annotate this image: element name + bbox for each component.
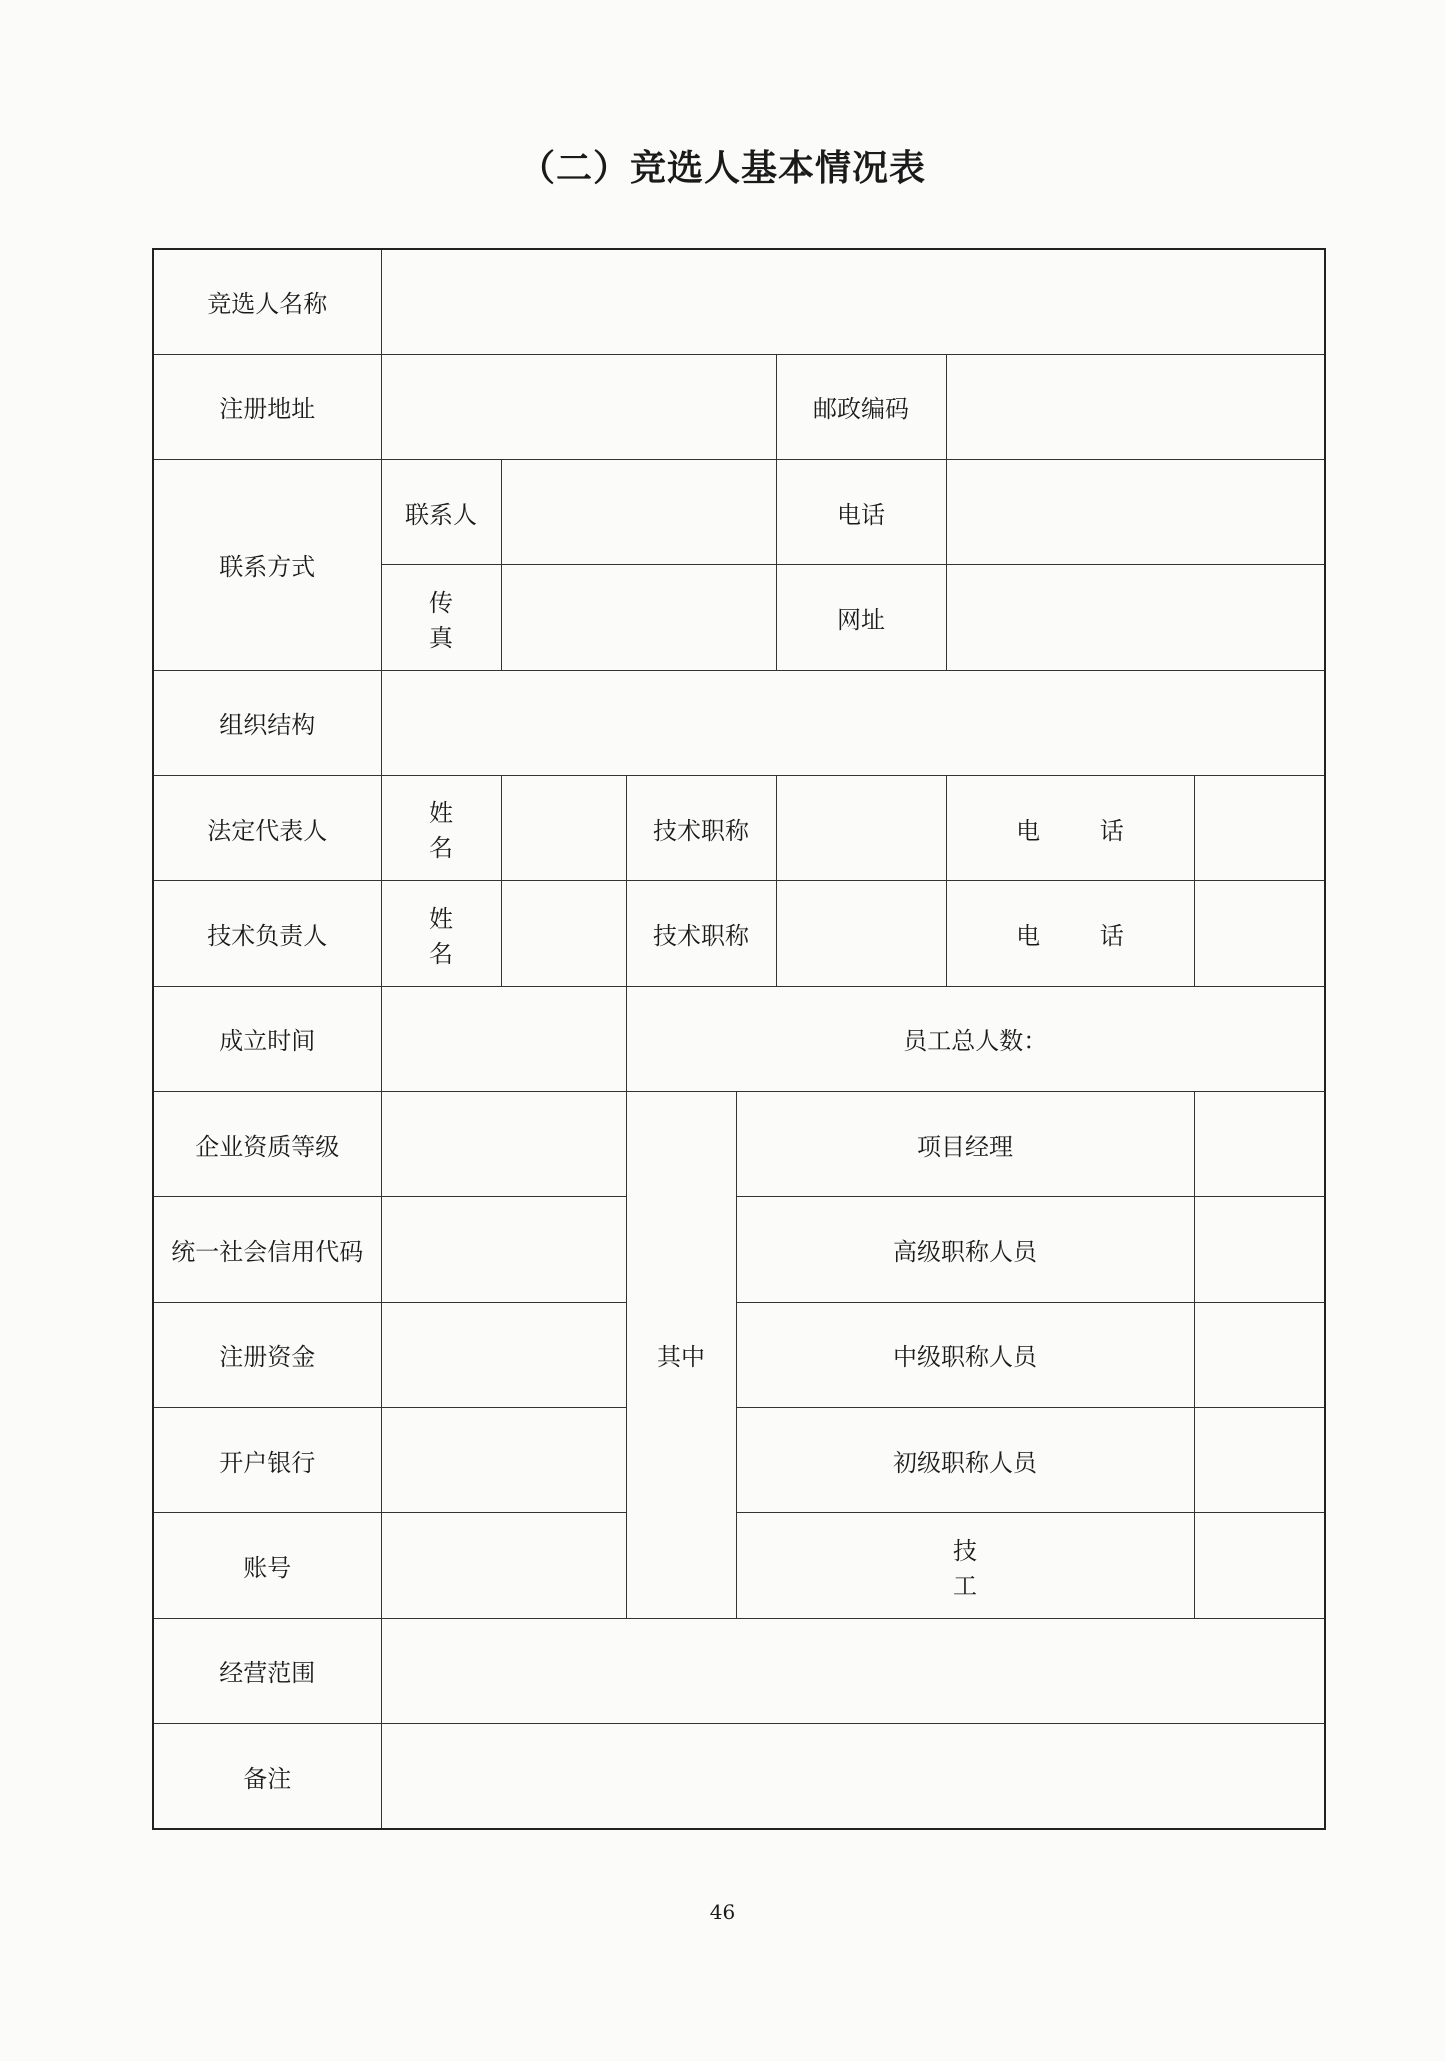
label-fax: 传 真 bbox=[381, 565, 501, 670]
label-credit-code: 统一社会信用代码 bbox=[153, 1197, 381, 1302]
row-registered-address bbox=[153, 354, 1325, 459]
row-tech-lead bbox=[153, 881, 1325, 986]
row-capital bbox=[153, 1302, 1325, 1407]
label-tech-lead-name: 姓 名 bbox=[381, 881, 501, 986]
field-capital[interactable] bbox=[381, 1302, 626, 1407]
field-tech-lead-name[interactable] bbox=[501, 881, 626, 986]
label-contact-method: 联系方式 bbox=[153, 460, 381, 671]
label-contact-person: 联系人 bbox=[381, 460, 501, 565]
row-business-scope bbox=[153, 1618, 1325, 1723]
label-total-staff: 员工总人数： bbox=[626, 986, 1325, 1091]
field-credit-code[interactable] bbox=[381, 1197, 626, 1302]
label-phone: 电话 bbox=[776, 460, 946, 565]
field-established[interactable] bbox=[381, 986, 626, 1091]
label-project-manager: 项目经理 bbox=[736, 1092, 1194, 1197]
label-account: 账号 bbox=[153, 1513, 381, 1618]
field-postal-code[interactable] bbox=[946, 354, 1325, 459]
page-number: 46 bbox=[709, 1900, 736, 1924]
field-fax[interactable] bbox=[501, 565, 776, 670]
field-project-manager[interactable] bbox=[1194, 1092, 1325, 1197]
row-bidder-name bbox=[153, 249, 1325, 354]
bidder-info-table bbox=[152, 248, 1326, 1830]
field-registered-address[interactable] bbox=[381, 354, 776, 459]
row-bank bbox=[153, 1408, 1325, 1513]
label-of-which: 其中 bbox=[626, 1092, 736, 1619]
field-technician[interactable] bbox=[1194, 1513, 1325, 1618]
field-legal-rep-name[interactable] bbox=[501, 776, 626, 881]
label-registered-address: 注册地址 bbox=[153, 354, 381, 459]
label-tech-lead-phone: 电 话 bbox=[946, 881, 1194, 986]
field-organization[interactable] bbox=[381, 670, 1325, 775]
row-qualification bbox=[153, 1092, 1325, 1197]
label-website: 网址 bbox=[776, 565, 946, 670]
label-mid-staff: 中级职称人员 bbox=[736, 1302, 1194, 1407]
field-contact-person[interactable] bbox=[501, 460, 776, 565]
field-senior-staff[interactable] bbox=[1194, 1197, 1325, 1302]
label-legal-rep-title: 技术职称 bbox=[626, 776, 776, 881]
label-legal-rep-name: 姓 名 bbox=[381, 776, 501, 881]
label-qualification: 企业资质等级 bbox=[153, 1092, 381, 1197]
label-legal-rep-phone: 电 话 bbox=[946, 776, 1194, 881]
field-tech-lead-phone[interactable] bbox=[1194, 881, 1325, 986]
label-business-scope: 经营范围 bbox=[153, 1618, 381, 1723]
label-capital: 注册资金 bbox=[153, 1302, 381, 1407]
field-junior-staff[interactable] bbox=[1194, 1408, 1325, 1513]
field-legal-rep-phone[interactable] bbox=[1194, 776, 1325, 881]
label-tech-lead: 技术负责人 bbox=[153, 881, 381, 986]
field-website[interactable] bbox=[946, 565, 1325, 670]
row-established bbox=[153, 986, 1325, 1091]
field-legal-rep-title[interactable] bbox=[776, 776, 946, 881]
label-established: 成立时间 bbox=[153, 986, 381, 1091]
row-account bbox=[153, 1513, 1325, 1618]
label-legal-rep: 法定代表人 bbox=[153, 776, 381, 881]
field-mid-staff[interactable] bbox=[1194, 1302, 1325, 1407]
field-tech-lead-title[interactable] bbox=[776, 881, 946, 986]
label-tech-lead-title: 技术职称 bbox=[626, 881, 776, 986]
label-organization: 组织结构 bbox=[153, 670, 381, 775]
field-bank[interactable] bbox=[381, 1408, 626, 1513]
row-remarks bbox=[153, 1724, 1325, 1829]
label-bidder-name: 竞选人名称 bbox=[153, 249, 381, 354]
row-organization bbox=[153, 670, 1325, 775]
label-postal-code: 邮政编码 bbox=[776, 354, 946, 459]
page-title: （二）竞选人基本情况表 bbox=[518, 148, 926, 189]
row-contact-1 bbox=[153, 460, 1325, 565]
label-senior-staff: 高级职称人员 bbox=[736, 1197, 1194, 1302]
label-remarks: 备注 bbox=[153, 1724, 381, 1829]
row-credit-code bbox=[153, 1197, 1325, 1302]
field-remarks[interactable] bbox=[381, 1724, 1325, 1829]
label-bank: 开户银行 bbox=[153, 1408, 381, 1513]
field-bidder-name[interactable] bbox=[381, 249, 1325, 354]
row-legal-rep bbox=[153, 776, 1325, 881]
field-qualification[interactable] bbox=[381, 1092, 626, 1197]
field-phone[interactable] bbox=[946, 460, 1325, 565]
label-junior-staff: 初级职称人员 bbox=[736, 1408, 1194, 1513]
field-business-scope[interactable] bbox=[381, 1618, 1325, 1723]
field-account[interactable] bbox=[381, 1513, 626, 1618]
label-technician: 技 工 bbox=[736, 1513, 1194, 1618]
